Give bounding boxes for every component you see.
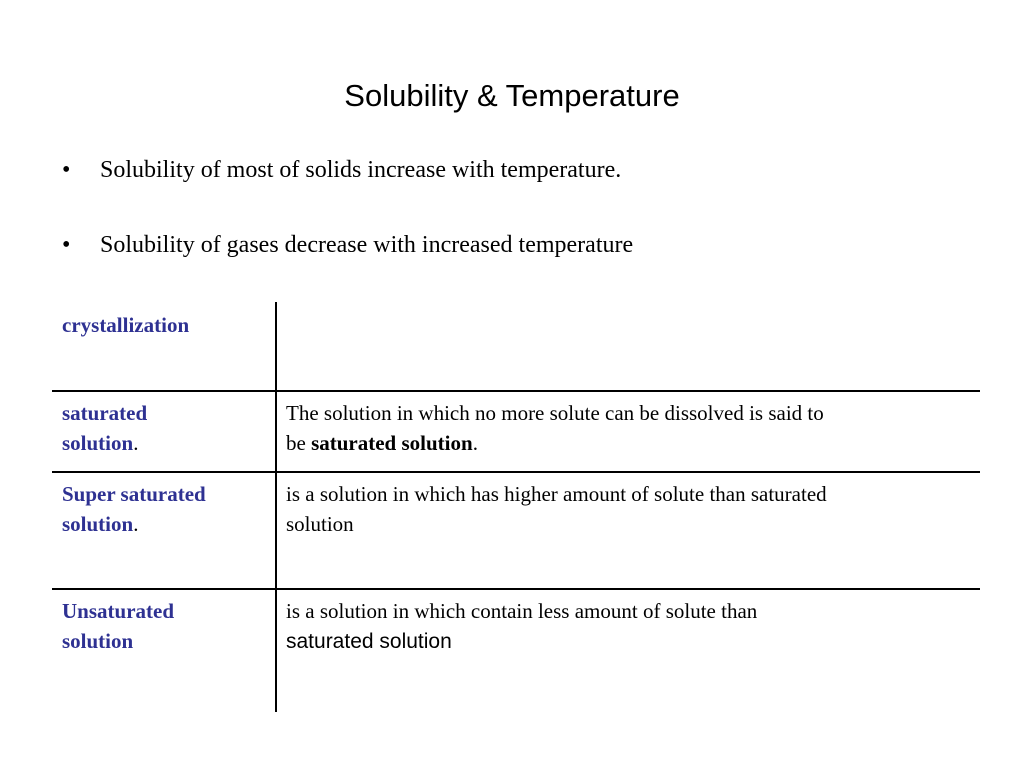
term-text: saturated [62, 401, 148, 425]
bullet-text: Solubility of most of solids increase with temperature. [100, 157, 622, 183]
term-text: Unsaturated [62, 599, 175, 623]
bullet-dot: • [62, 157, 71, 183]
term-super-saturated-solution [62, 479, 262, 539]
term-text: solution [62, 431, 134, 455]
definition-text: . [472, 431, 478, 455]
row-divider [52, 588, 980, 590]
term-text: solution [62, 512, 134, 536]
definitions-table [52, 302, 980, 712]
definition-super-saturated-solution [286, 479, 966, 539]
row-divider [52, 390, 980, 392]
definition-bold-text: saturated solution [311, 431, 473, 455]
term-saturated-solution [62, 398, 262, 458]
term-unsaturated-solution [62, 596, 262, 656]
definition-saturated-solution [286, 398, 966, 458]
definition-text: The solution in which no more solute can be dissolved is said to [286, 401, 824, 425]
definition-text: saturated solution [286, 630, 452, 653]
column-divider [275, 302, 277, 712]
bullet-item [62, 152, 621, 188]
term-text: Super saturated [62, 482, 206, 506]
definition-text: is a solution in which contain less amount of solute than [286, 599, 758, 623]
bullet-dot: • [62, 232, 71, 258]
term-period: . [133, 431, 139, 455]
definition-text: solution [286, 512, 354, 536]
bullet-text: Solubility of gases decrease with increased temperature [100, 232, 634, 258]
term-crystallization [62, 310, 262, 340]
slide-title: Solubility & Temperature [344, 78, 680, 113]
definition-unsaturated-solution [286, 596, 966, 657]
term-period: . [133, 512, 139, 536]
term-text: solution [62, 629, 134, 653]
definition-text: is a solution in which has higher amount of solute than saturated [286, 482, 827, 506]
row-divider [52, 471, 980, 473]
bullet-item [62, 227, 633, 263]
definition-text: be [286, 431, 312, 455]
term-text: crystallization [62, 313, 190, 337]
